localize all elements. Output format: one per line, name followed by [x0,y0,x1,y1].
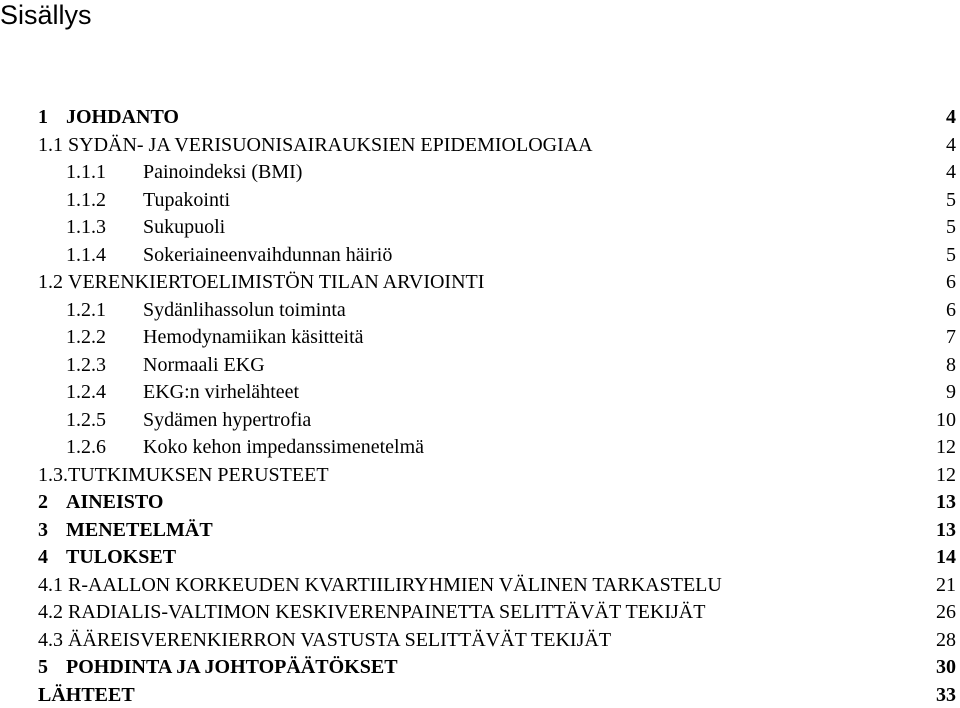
toc-entry-page: 4 [946,161,956,183]
toc-entry-page: 10 [936,408,956,431]
toc-entry[interactable] [38,159,956,187]
toc-entry[interactable] [38,572,956,600]
toc-entry-number: 1.2.6 [66,436,106,458]
toc-entry-title: Sydänlihassolun toiminta [143,298,346,321]
toc-entry-title: Koko kehon impedanssimenetelmä [143,436,425,458]
toc-entry-title: POHDINTA JA JOHTOPÄÄTÖKSET [66,656,398,678]
toc-entry[interactable] [38,599,956,627]
toc-entry-title: RADIALIS-VALTIMON KESKIVERENPAINETTA SELITTÄVÄT TEKIJÄT [68,601,706,623]
toc-entry-title: R-AALLON KORKEUDEN KVARTIILIRYHMIEN VÄLINEN TARKASTELU [68,573,722,596]
toc-entry-number: 1.1.3 [66,216,106,238]
toc-entry[interactable] [38,517,956,545]
toc-entry-number: 1.1.1 [66,161,106,183]
toc-entry-title: TUTKIMUKSEN PERUSTEET [68,463,329,486]
toc-entry-number: 4.2 [38,601,63,623]
toc-entry-number: 1.1.2 [66,188,106,211]
toc-entry-title: ÄÄREISVERENKIERRON VASTUSTA SELITTÄVÄT TEKIJÄT [68,628,612,651]
toc-entry[interactable] [38,104,956,132]
toc-entry-title: Painoindeksi (BMI) [143,161,303,183]
toc-entry[interactable] [38,489,956,517]
toc-entry[interactable] [38,434,956,462]
toc-entry-page: 4 [946,106,956,128]
toc-entry[interactable] [38,682,956,708]
toc-entry-page: 30 [936,656,956,678]
toc-entry-number: 1.2.5 [66,408,106,431]
toc-entry[interactable] [38,297,956,325]
toc-entry-number: 4.3 [38,628,63,651]
toc-entry-title: AINEISTO [66,491,164,513]
toc-entry-page: 5 [946,243,956,266]
toc-entry-page: 7 [946,326,956,348]
page-title: Sisällys [0,0,92,30]
toc-entry-title: SYDÄN- JA VERISUONISAIRAUKSIEN EPIDEMIOLOGIAA [68,133,593,156]
toc-entry-title: JOHDANTO [66,106,179,128]
toc-entry-title: Sukupuoli [143,216,226,238]
toc-entry-number: 3 [38,518,48,541]
toc-entry[interactable] [38,324,956,352]
toc-entry-title: MENETELMÄT [66,518,213,541]
toc-entry-page: 21 [936,573,956,596]
toc-entry-page: 28 [936,628,956,651]
toc-entry-number: 5 [38,656,48,678]
toc-entry-number: 1.3. [38,463,68,486]
toc-entry[interactable] [38,627,956,655]
toc-entry-title: Normaali EKG [143,353,265,376]
toc-entry-page: 8 [946,353,956,376]
toc-entry-title: Hemodynamiikan käsitteitä [143,326,364,348]
toc-entry-number: 1.2.2 [66,326,106,348]
toc-entry-page: 4 [946,133,956,156]
toc-entry-number: 1.2.1 [66,298,106,321]
toc-entry-page: 5 [946,188,956,211]
toc-entry-title: VERENKIERTOELIMISTÖN TILAN ARVIOINTI [68,271,485,293]
toc-entry-page: 13 [936,518,956,541]
toc-entry[interactable] [38,407,956,435]
toc-entry-page: 26 [936,601,956,623]
toc-entry-number: 1 [38,106,48,128]
toc-entry[interactable] [38,269,956,297]
toc-entry-number: 1.2.4 [66,381,106,403]
toc-entry-number: 4.1 [38,573,63,596]
toc-entry[interactable] [38,242,956,270]
toc-entry[interactable] [38,132,956,160]
toc-entry-number: 4 [38,546,48,568]
toc-entry-page: 6 [946,298,956,321]
toc-entry-page: 14 [936,546,956,568]
toc-entry-page: 12 [936,436,956,458]
toc-entry-title: EKG:n virhelähteet [143,381,300,403]
toc-entry-number: 1.1 [38,133,63,156]
toc-entry-page: 33 [936,683,956,706]
toc-entry-page: 6 [946,271,956,293]
toc-entry-number: 1.1.4 [66,243,106,266]
toc-entry-page: 5 [946,216,956,238]
toc-entry[interactable] [38,379,956,407]
toc-entry-title: LÄHTEET [38,683,135,706]
toc-entry-title: Sokeriaineenvaihdunnan häiriö [143,243,393,266]
toc-entry-number: 1.2.3 [66,353,106,376]
toc-entry[interactable] [38,187,956,215]
toc-entry-title: TULOKSET [66,546,177,568]
toc-entry-number: 1.2 [38,271,63,293]
toc-entry[interactable] [38,654,956,682]
toc-entry-number: 2 [38,491,48,513]
toc-entry-page: 13 [936,491,956,513]
toc-entry[interactable] [38,462,956,490]
toc-entry-page: 9 [946,381,956,403]
toc-entry-title: Tupakointi [143,188,231,211]
table-of-contents [38,104,956,708]
toc-entry-title: Sydämen hypertrofia [143,408,312,431]
toc-entry[interactable] [38,544,956,572]
toc-entry[interactable] [38,352,956,380]
toc-entry-page: 12 [936,463,956,486]
toc-entry[interactable] [38,214,956,242]
